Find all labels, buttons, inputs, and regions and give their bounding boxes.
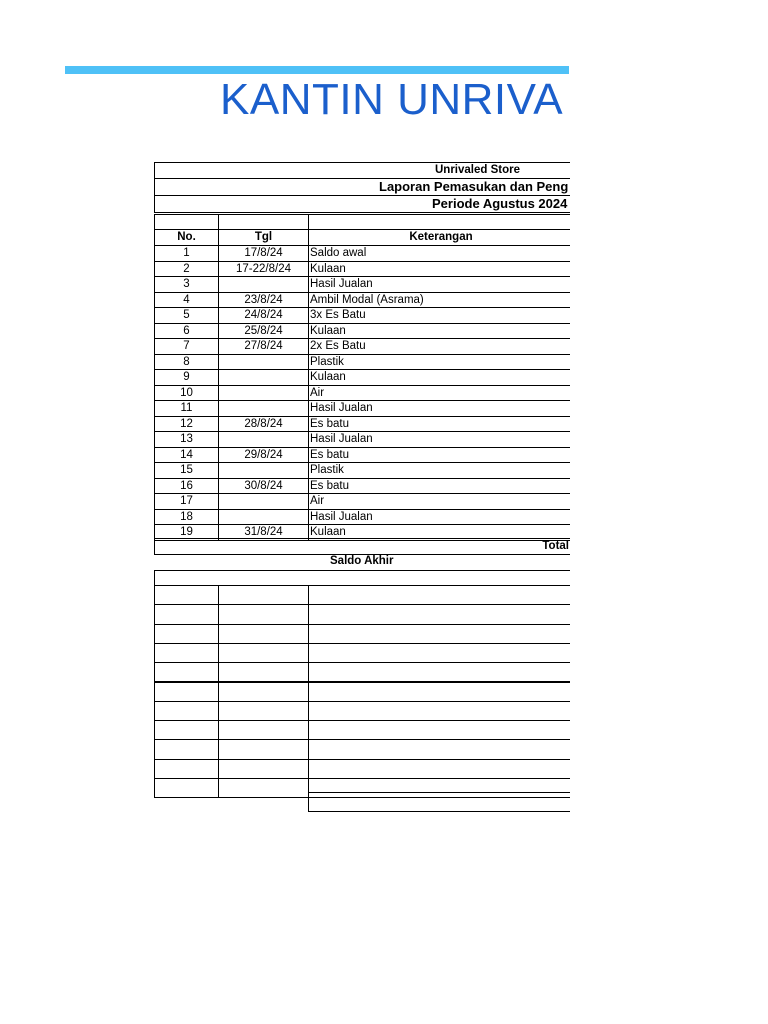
empty-grid-cell xyxy=(308,759,570,779)
empty-grid-cell xyxy=(154,643,219,663)
row-no: 17 xyxy=(154,493,219,510)
row-keterangan: Plastik xyxy=(308,354,570,371)
row-tgl: 31/8/24 xyxy=(218,524,309,541)
row-keterangan: Hasil Jualan xyxy=(308,431,570,448)
empty-grid-cell xyxy=(154,682,219,702)
empty-grid-cell xyxy=(218,682,309,702)
row-tgl xyxy=(218,276,309,293)
empty-grid-cell xyxy=(218,662,309,682)
empty-grid-cell xyxy=(308,662,570,682)
column-header-tgl: Tgl xyxy=(218,229,309,246)
row-keterangan: Es batu xyxy=(308,478,570,495)
row-no: 9 xyxy=(154,369,219,386)
total-label: Total xyxy=(154,538,570,555)
empty-grid-cell xyxy=(308,624,570,644)
empty-grid-cell xyxy=(218,720,309,740)
empty-grid-cell xyxy=(154,624,219,644)
row-no: 4 xyxy=(154,292,219,309)
row-keterangan: Es batu xyxy=(308,447,570,464)
row-tgl xyxy=(218,400,309,417)
row-tgl xyxy=(218,369,309,386)
row-keterangan: Hasil Jualan xyxy=(308,509,570,526)
empty-grid-cell xyxy=(154,778,219,798)
empty-grid-cell xyxy=(218,759,309,779)
row-tgl: 28/8/24 xyxy=(218,416,309,433)
row-keterangan: Kulaan xyxy=(308,524,570,541)
empty-grid-cell xyxy=(308,701,570,721)
row-no: 10 xyxy=(154,385,219,402)
row-tgl: 27/8/24 xyxy=(218,338,309,355)
row-tgl: 17-22/8/24 xyxy=(218,261,309,278)
row-no: 1 xyxy=(154,245,219,262)
empty-grid-cell xyxy=(218,585,309,605)
page-title: KANTIN UNRIVA xyxy=(220,75,564,124)
row-no: 7 xyxy=(154,338,219,355)
row-tgl: 25/8/24 xyxy=(218,323,309,340)
row-keterangan: Kulaan xyxy=(308,261,570,278)
row-no: 6 xyxy=(154,323,219,340)
row-tgl: 29/8/24 xyxy=(218,447,309,464)
blank-cell xyxy=(154,214,219,230)
row-no: 19 xyxy=(154,524,219,541)
empty-grid-cell xyxy=(154,604,219,624)
row-keterangan: Air xyxy=(308,493,570,510)
row-keterangan: Ambil Modal (Asrama) xyxy=(308,292,570,309)
row-tgl: 23/8/24 xyxy=(218,292,309,309)
row-tgl: 17/8/24 xyxy=(218,245,309,262)
row-no: 15 xyxy=(154,462,219,479)
store-name: Unrivaled Store xyxy=(154,162,570,179)
empty-grid-cell xyxy=(308,720,570,740)
row-keterangan: Plastik xyxy=(308,462,570,479)
title-accent-bar xyxy=(65,66,569,74)
row-keterangan: 2x Es Batu xyxy=(308,338,570,355)
row-keterangan: Kulaan xyxy=(308,323,570,340)
row-no: 8 xyxy=(154,354,219,371)
report-sheet xyxy=(154,162,570,822)
column-header-no: No. xyxy=(154,229,219,246)
empty-grid-cell xyxy=(308,585,570,605)
row-keterangan: Air xyxy=(308,385,570,402)
row-tgl xyxy=(218,509,309,526)
row-tgl xyxy=(218,431,309,448)
empty-grid-cell xyxy=(308,604,570,624)
row-no: 5 xyxy=(154,307,219,324)
empty-grid-cell xyxy=(154,720,219,740)
empty-grid-cell xyxy=(218,604,309,624)
row-keterangan: Saldo awal xyxy=(308,245,570,262)
empty-grid-cell xyxy=(154,662,219,682)
row-keterangan: Hasil Jualan xyxy=(308,400,570,417)
empty-grid-cell xyxy=(154,701,219,721)
row-tgl: 24/8/24 xyxy=(218,307,309,324)
blank-cell xyxy=(308,214,570,230)
row-tgl xyxy=(218,385,309,402)
row-tgl xyxy=(218,462,309,479)
empty-grid-cell xyxy=(218,739,309,759)
row-no: 12 xyxy=(154,416,219,433)
empty-grid-cell xyxy=(218,778,309,798)
row-keterangan: 3x Es Batu xyxy=(308,307,570,324)
report-period: Periode Agustus 2024 xyxy=(154,195,570,213)
row-tgl xyxy=(218,493,309,510)
row-keterangan: Kulaan xyxy=(308,369,570,386)
saldo-akhir-label: Saldo Akhir xyxy=(330,555,394,567)
blank-cell xyxy=(308,792,570,812)
row-keterangan: Es batu xyxy=(308,416,570,433)
blank-cell xyxy=(154,570,570,586)
blank-cell xyxy=(218,214,309,230)
row-tgl: 30/8/24 xyxy=(218,478,309,495)
empty-grid-cell xyxy=(218,624,309,644)
empty-grid-cell xyxy=(154,759,219,779)
report-title: Laporan Pemasukan dan Peng xyxy=(154,178,570,196)
empty-grid-cell xyxy=(218,643,309,663)
row-no: 3 xyxy=(154,276,219,293)
row-keterangan: Hasil Jualan xyxy=(308,276,570,293)
row-no: 16 xyxy=(154,478,219,495)
empty-grid-cell xyxy=(218,701,309,721)
empty-grid-cell xyxy=(308,682,570,702)
empty-grid-cell xyxy=(308,739,570,759)
row-no: 2 xyxy=(154,261,219,278)
row-no: 11 xyxy=(154,400,219,417)
empty-grid-cell xyxy=(154,739,219,759)
row-tgl xyxy=(218,354,309,371)
column-header-keterangan: Keterangan xyxy=(308,229,570,246)
row-no: 14 xyxy=(154,447,219,464)
row-no: 13 xyxy=(154,431,219,448)
empty-grid-cell xyxy=(154,585,219,605)
row-no: 18 xyxy=(154,509,219,526)
empty-grid-cell xyxy=(308,643,570,663)
